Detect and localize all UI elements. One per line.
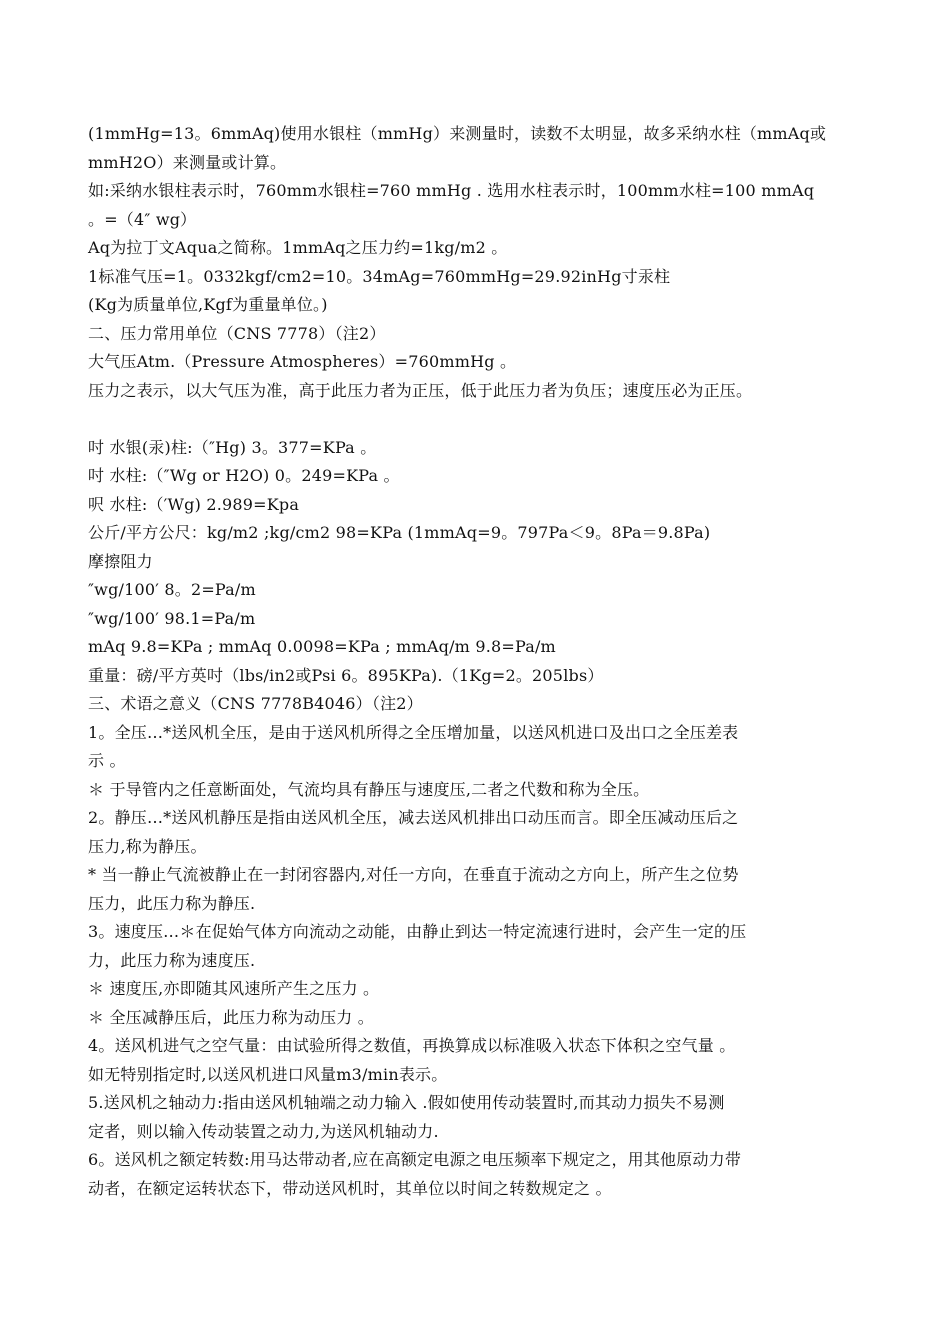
section-heading: 三、术语之意义（CNS 7778B4046）（注2）	[88, 694, 423, 713]
text-line: 公斤/平方公尺：kg/m2 ;kg/cm2 98=KPa (1mmAq=9。797Pa＜9。8Pa＝9.8Pa)	[88, 523, 711, 542]
text-line: 大气压Atm.（Pressure Atmospheres）=760mmHg 。	[88, 352, 517, 371]
text-line: 定者，则以输入传动装置之动力,为送风机轴动力.	[88, 1121, 439, 1141]
text-line: 呎 水柱:（′Wg) 2.989=Kpa	[88, 494, 300, 514]
text-line: 如无特别指定时,以送风机进口风量m3/min表示。	[88, 1064, 448, 1084]
text-line: 2。静压…*送风机静压是指由送风机全压，减去送风机排出口动压而言。即全压减动压后之	[88, 808, 739, 827]
text-line: 吋 水银(汞)柱:（″Hg) 3。377=KPa 。	[88, 437, 377, 457]
text-line: 动者，在额定运转状态下，带动送风机时，其单位以时间之转数规定之 。	[88, 1178, 612, 1198]
text-line: mAq 9.8=KPa ; mmAq 0.0098=KPa ; mmAq/m 9.8=Pa/m	[88, 637, 556, 656]
document-page	[88, 120, 888, 1203]
text-line: (1mmHg=13。6mmAq)使用水银柱（mmHg）来测量时，读数不太明显，故多采纳水柱（mmAq或	[88, 124, 827, 143]
text-line: 压力，此压力称为静压.	[88, 893, 256, 913]
text-line: 示 。	[88, 751, 126, 770]
text-line: ＊ 速度压,亦即随其风速所产生之压力 。	[88, 979, 380, 998]
text-line: ″wg/100′ 8。2=Pa/m	[88, 580, 256, 599]
text-line: 4。送风机进气之空气量：由试验所得之数值，再换算成以标准吸入状态下体积之空气量 。	[88, 1036, 736, 1055]
text-line: 5.送风机之轴动力:指由送风机轴端之动力输入 .假如使用传动装置时,而其动力损失不易测	[88, 1093, 725, 1112]
text-line: ＊ 于导管内之任意断面处，气流均具有静压与速度压,二者之代数和称为全压。	[88, 779, 650, 799]
section-heading: 二、压力常用单位（CNS 7778）（注2）	[88, 323, 386, 343]
blank-line	[88, 405, 888, 434]
text-line: 重量：磅/平方英吋（lbs/in2或Psi 6。895KPa).（1Kg=2。205lbs）	[88, 665, 604, 685]
text-line: 3。速度压…＊在促始气体方向流动之动能，由静止到达一特定流速行进时，会产生一定的压	[88, 922, 747, 941]
text-line: (Kg为质量单位,Kgf为重量单位。)	[88, 295, 328, 314]
text-line: 1。全压…*送风机全压，是由于送风机所得之全压增加量，以送风机进口及出口之全压差表	[88, 722, 739, 742]
text-line: 1标准气压=1。0332kgf/cm2=10。34mAg=760mmHg=29.92inHg寸汞柱	[88, 266, 671, 286]
text-line: Aq为拉丁文Aqua之简称。1mmAq之压力约=1kg/m2 。	[88, 238, 508, 257]
text-line: 摩擦阻力	[88, 551, 153, 571]
text-line: 吋 水柱:（″Wg or H2O) 0。249=KPa 。	[88, 466, 400, 485]
text-line: 力，此压力称为速度压.	[88, 950, 256, 970]
text-line: 如:采纳水银柱表示时，760mm水银柱=760 mmHg . 选用水柱表示时，100mm水柱=100 mmAq	[88, 181, 815, 200]
text-line: 压力,称为静压。	[88, 836, 207, 856]
text-line: 压力之表示，以大气压为准，高于此压力者为正压，低于此压力者为负压；速度压必为正压。	[88, 380, 753, 400]
text-line: * 当一静止气流被静止在一封闭容器内,对任一方向，在垂直于流动之方向上，所产生之位势	[88, 865, 739, 884]
text-line: ″wg/100′ 98.1=Pa/m	[88, 608, 256, 628]
text-line: ＊ 全压减静压后，此压力称为动压力 。	[88, 1007, 374, 1027]
text-line: mmH2O）来测量或计算。	[88, 152, 287, 172]
text-line: 6。送风机之额定转数:用马达带动者,应在高额定电源之电压频率下规定之，用其他原动力带	[88, 1150, 742, 1169]
text-line: 。=（4″ wg）	[88, 209, 197, 229]
